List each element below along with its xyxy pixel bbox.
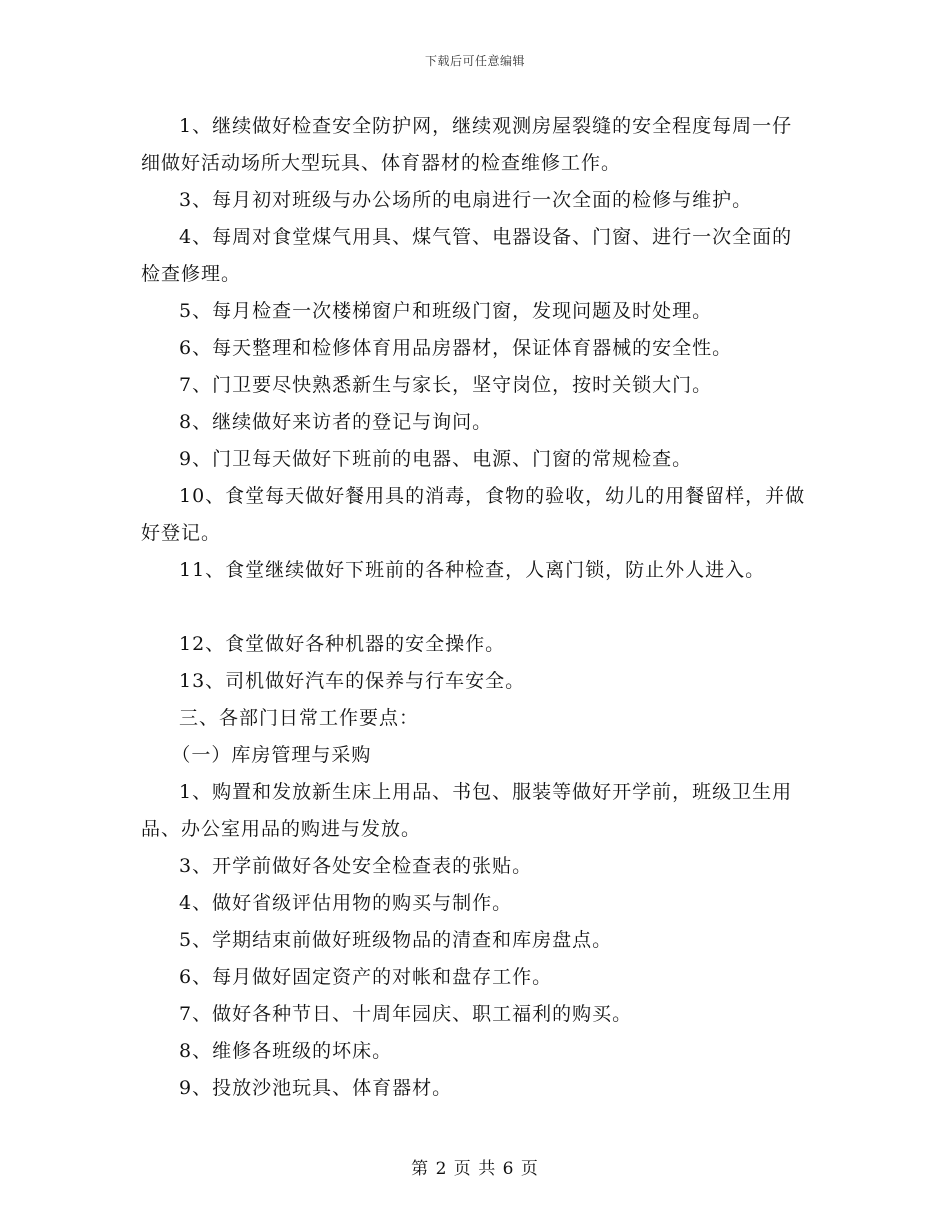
paragraph: 7、门卫要尽快熟悉新生与家长，坚守岗位，按时关锁大门。 bbox=[179, 374, 713, 396]
paragraph: 5、每月检查一次楼梯窗户和班级门窗，发现问题及时处理。 bbox=[179, 300, 713, 322]
paragraph: 11、食堂继续做好下班前的各种检查，人离门锁，防止外人进入。 bbox=[179, 559, 766, 581]
paragraph: 6、每月做好固定资产的对帐和盘存工作。 bbox=[179, 966, 553, 988]
paragraph: 3、每月初对班级与办公场所的电扇进行一次全面的检修与维护。 bbox=[179, 189, 753, 211]
page-header: 下载后可任意编辑 bbox=[424, 54, 525, 68]
page-number-footer: 第 2 页 共 6 页 bbox=[411, 1159, 539, 1179]
paragraph: 13、司机做好汽车的保养与行车安全。 bbox=[179, 670, 526, 692]
paragraph: 9、门卫每天做好下班前的电器、电源、门窗的常规检查。 bbox=[179, 448, 693, 470]
subsection-heading: （一）库房管理与采购 bbox=[171, 744, 372, 766]
paragraph: 3、开学前做好各处安全检查表的张贴。 bbox=[179, 855, 533, 877]
paragraph: 4、每周对食堂煤气用具、煤气管、电器设备、门窗、进行一次全面的检查修理。 bbox=[141, 226, 793, 285]
paragraph: 7、做好各种节日、十周年园庆、职工福利的购买。 bbox=[179, 1003, 633, 1025]
paragraph: 5、学期结束前做好班级物品的清查和库房盘点。 bbox=[179, 929, 613, 951]
paragraph: 1、购置和发放新生床上用品、书包、服装等做好开学前，班级卫生用品、办公室用品的购进与发放。 bbox=[141, 781, 793, 840]
paragraph: 4、做好省级评估用物的购买与制作。 bbox=[179, 892, 513, 914]
paragraph: 8、维修各班级的坏床。 bbox=[179, 1040, 393, 1062]
paragraph: 1、继续做好检查安全防护网，继续观测房屋裂缝的安全程度每周一仔细做好活动场所大型玩具、体育器材的检查维修工作。 bbox=[141, 115, 793, 174]
paragraph: 10、食堂每天做好餐用具的消毒，食物的验收，幼儿的用餐留样，并做好登记。 bbox=[141, 485, 806, 544]
paragraph: 9、投放沙池玩具、体育器材。 bbox=[179, 1077, 453, 1099]
document-body bbox=[141, 108, 811, 1107]
paragraph: 12、食堂做好各种机器的安全操作。 bbox=[179, 633, 506, 655]
paragraph: 8、继续做好来访者的登记与询问。 bbox=[179, 411, 493, 433]
section-heading: 三、各部门日常工作要点： bbox=[179, 707, 420, 729]
paragraph: 6、每天整理和检修体育用品房器材，保证体育器械的安全性。 bbox=[179, 337, 733, 359]
